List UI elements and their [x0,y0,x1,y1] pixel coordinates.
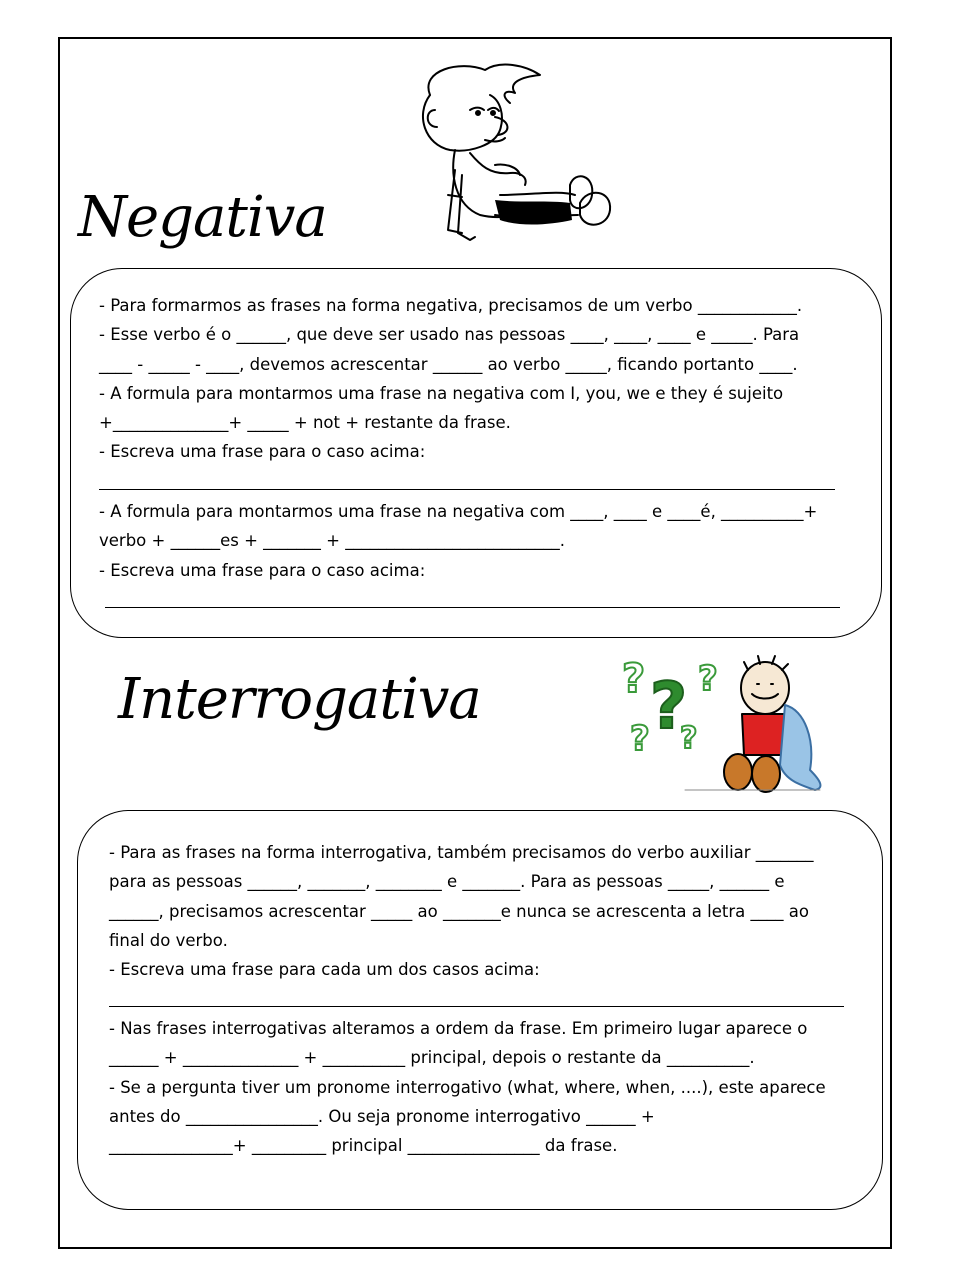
negativa-line-7: - A formula para montarmos uma frase na negativa com ____, ____ e ____é, __________+ [99,502,818,521]
negativa-text [99,291,853,467]
negativa-line-5: +______________+ _____ + not + restante da frase. [99,413,511,433]
interrogativa-line-1: - Para as frases na forma interrogativa, também precisamos do verbo auxiliar _______ [109,843,814,862]
negativa-line-6: - Escreva uma frase para o caso acima: [99,442,426,462]
svg-text:?: ? [622,656,646,702]
interrogativa-line-9: antes do ________________. Ou seja pronome interrogativo ______ + [109,1106,655,1126]
svg-text:?: ? [680,721,698,756]
negativa-text-2 [99,497,853,585]
svg-text:?: ? [698,659,718,699]
interrogativa-line-10: _______________+ _________ principal ________________ da frase. [109,1136,618,1156]
negativa-answer-line-1[interactable] [99,489,835,490]
svg-text:?: ? [650,670,688,744]
negativa-line-2: - Esse verbo é o ______, que deve ser usado nas pessoas ____, ____, ____ e _____. Para [99,325,800,345]
interrogativa-title: Interrogativa [118,667,481,732]
negativa-line-8: verbo + ______es + _______ + __________________________. [99,531,565,551]
interrogativa-line-5: - Escreva uma frase para cada um dos casos acima: [109,960,540,980]
negativa-line-4: - A formula para montarmos uma frase na negativa com I, you, we e they é sujeito [99,383,784,403]
interrogativa-answer-line-1[interactable] [109,1006,844,1007]
interrogativa-line-2: para as pessoas ______, _______, ________ e _______. Para as pessoas _____, ______ e [109,872,785,892]
interrogativa-line-3: ______, precisamos acrescentar _____ ao _______e nunca se acrescenta a letra ____ ao [109,901,809,921]
interrogativa-text-2 [109,1014,850,1160]
svg-text:?: ? [630,719,650,759]
interrogativa-line-8: - Se a pergunta tiver um pronome interrogativo (what, where, when, ....), este aparece [109,1077,826,1097]
negativa-title: Negativa [78,185,327,250]
interrogativa-line-4: final do verbo. [109,930,228,950]
interrogativa-line-6: - Nas frases interrogativas alteramos a ordem da frase. Em primeiro lugar aparece o [109,1019,808,1038]
child-with-question-marks-illustration [620,650,830,795]
negativa-answer-line-2[interactable] [105,607,840,608]
boy-in-chair-illustration [400,55,630,250]
negativa-line-3: ____ - _____ - ____, devemos acrescentar ______ ao verbo _____, ficando portanto ____. [99,354,798,374]
interrogativa-text [109,838,850,984]
negativa-line-1: - Para formarmos as frases na forma negativa, precisamos de um verbo ____________. [99,296,803,315]
negativa-line-9: - Escreva uma frase para o caso acima: [99,560,426,580]
interrogativa-line-7: ______ + ______________ + __________ principal, depois o restante da __________. [109,1048,755,1068]
